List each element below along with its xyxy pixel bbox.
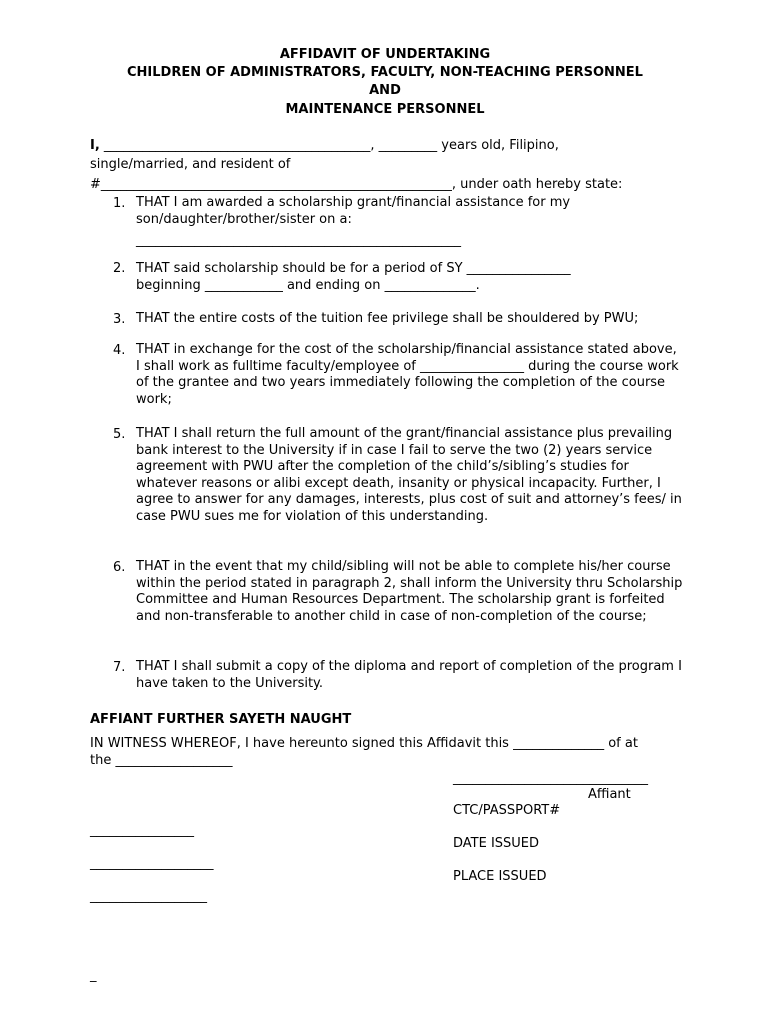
title-line-1: AFFIDAVIT OF UNDERTAKING [279,47,491,62]
item-number: 7. [113,660,126,675]
affiant-signature-line: ______________________________ [453,771,648,786]
item-4-text: THAT in exchange for the cost of the scholarship/financial assistance stated above, I shall work as fulltime faculty/employee of ________________ during the course work of the grantee and two years immediately following the completion of the course work; [136,342,679,407]
title-line-4: MAINTENANCE PERSONNEL [285,102,485,117]
item-6-text: THAT in the event that my child/sibling will not be able to complete his/her course within the period stated in paragraph 2, shall inform the University thru Scholarship Committee and Human Resources Department. The scholarship grant is forfeited and non-transferable to another child in case of non-completion of the course; [136,559,683,624]
item-number: 4. [113,343,126,358]
item-number: 2. [113,261,126,276]
intro-line-1 [90,137,559,154]
witness-signature-line: ___________________ [90,856,214,871]
title-line-2: CHILDREN OF ADMINISTRATORS, FACULTY, NON-TEACHING PERSONNEL [127,65,643,80]
witness-signature-line: __________________ [90,889,207,904]
intro-i-label: I, [90,138,100,153]
item-5-text: THAT I shall return the full amount of the grant/financial assistance plus prevailing bank interest to the University if in case I fail to serve the two (2) years service agreement with PWU after the completion of the child’s/sibling’s studies for whatever reasons or alibi except death, insanity or physical incapacity. Further, I agree to answer for any damages, interests, plus cost of suit and attorney’s fees/ in case PWU sues me for violation of this understanding. [136,426,682,524]
witness-line-2: the __________________ [90,753,233,768]
item-3-text: THAT the entire costs of the tuition fee privilege shall be shouldered by PWU; [136,311,639,326]
item-7-text: THAT I shall submit a copy of the diploma and report of completion of the program I have taken to the University. [136,659,682,691]
intro-line-3: #______________________________________________________, under oath hereby state: [90,177,623,192]
item-1-blank: __________________________________________________ [136,233,461,248]
date-issued-label: DATE ISSUED [453,836,540,851]
item-number: 1. [113,196,126,211]
footer-mark: _ [90,968,97,983]
sayeth-naught-heading: AFFIANT FURTHER SAYETH NAUGHT [90,712,352,727]
item-2-line-1: THAT said scholarship should be for a period of SY ________________ [136,261,571,276]
item-number: 3. [113,312,126,327]
item-number: 5. [113,427,126,442]
item-1-text: THAT I am awarded a scholarship grant/financial assistance for my son/daughter/brother/sister on a: [136,195,571,227]
place-issued-label: PLACE ISSUED [453,869,547,884]
title-line-3: AND [369,83,401,98]
ctc-passport-label: CTC/PASSPORT# [453,803,561,818]
witness-signature-line: ________________ [90,823,194,838]
intro-line-1-text: _________________________________________, _________ years old, Filipino, [99,138,559,153]
intro-line-2: single/married, and resident of [90,157,291,172]
item-2-line-2: beginning ____________ and ending on ______________. [136,278,480,293]
item-number: 6. [113,560,126,575]
affiant-label: Affiant [588,787,631,802]
witness-line-1: IN WITNESS WHEREOF, I have hereunto signed this Affidavit this ______________ of at [90,736,638,751]
